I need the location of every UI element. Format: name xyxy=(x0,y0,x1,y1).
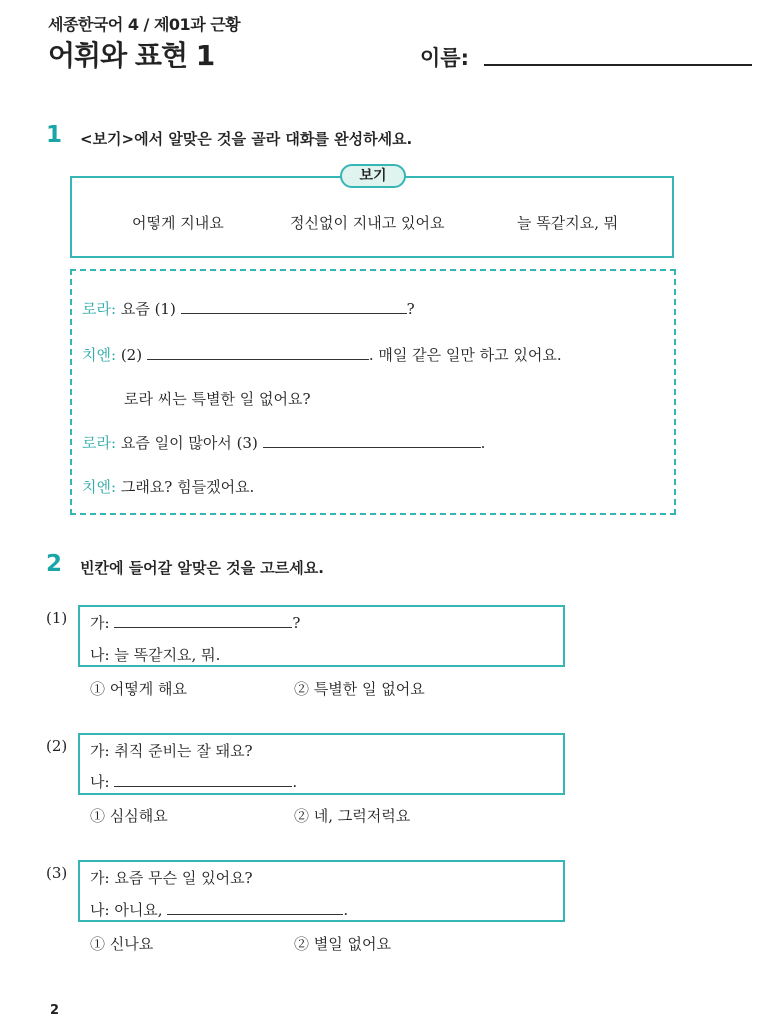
name-blank[interactable] xyxy=(484,64,752,66)
bogi-option-1: 어떻게 지내요 xyxy=(132,214,224,232)
series-title: 세종한국어 4 / 제01과 근황 xyxy=(48,15,241,34)
speaker-label: 치엔: xyxy=(82,346,117,364)
problem-1-number: (1) xyxy=(46,609,68,627)
dialog-text: . xyxy=(480,434,486,452)
dialog-text: ? xyxy=(292,614,301,632)
dialog-text: 늘 똑같지요, 뭐. xyxy=(114,646,221,664)
problem-1-option-2[interactable]: ② 특별한 일 없어요 xyxy=(294,680,425,698)
problem-3-blank[interactable] xyxy=(167,902,343,915)
q2-number: 2 xyxy=(46,551,63,577)
problem-3-line-1 xyxy=(90,867,253,888)
speaker-label: 나: xyxy=(90,901,110,919)
speaker-label: 나: xyxy=(90,646,110,664)
speaker-label: 가: xyxy=(90,742,110,760)
problem-3-line-2 xyxy=(90,899,348,920)
dialog-line-1 xyxy=(82,298,415,319)
dialog-line-2 xyxy=(82,344,562,365)
dialog-text: 그래요? 힘들겠어요. xyxy=(120,478,255,496)
problem-3-option-2[interactable]: ② 별일 없어요 xyxy=(294,935,391,953)
speaker-label: 가: xyxy=(90,869,110,887)
answer-blank-2[interactable] xyxy=(147,347,369,360)
answer-blank-1[interactable] xyxy=(181,301,407,314)
q1-instruction: <보기>에서 알맞은 것을 골라 대화를 완성하세요. xyxy=(80,130,413,148)
dialog-line-4 xyxy=(82,432,485,453)
speaker-label: 로라: xyxy=(82,434,117,452)
q2-instruction: 빈칸에 들어갈 알맞은 것을 고르세요. xyxy=(80,559,324,577)
speaker-label: 치엔: xyxy=(82,478,117,496)
dialog-text: . xyxy=(343,901,349,919)
dialog-text: (2) xyxy=(120,346,143,364)
problem-3-number: (3) xyxy=(46,864,68,882)
dialog-text: 취직 준비는 잘 돼요? xyxy=(114,742,253,760)
dialog-text: 요즘 (1) xyxy=(120,300,176,318)
bogi-option-2: 정신없이 지내고 있어요 xyxy=(290,214,445,232)
q1-number: 1 xyxy=(46,122,63,148)
bogi-label: 보기 xyxy=(340,164,406,188)
dialog-text: . 매일 같은 일만 하고 있어요. xyxy=(368,346,562,364)
bogi-option-3: 늘 똑같지요, 뭐 xyxy=(517,214,619,232)
dialog-line-3: 로라 씨는 특별한 일 없어요? xyxy=(124,390,311,408)
problem-2-line-2 xyxy=(90,771,297,792)
dialog-text: 요즘 무슨 일 있어요? xyxy=(114,869,253,887)
speaker-label: 가: xyxy=(90,614,110,632)
dialog-text: . xyxy=(292,773,298,791)
dialog-text: 요즘 일이 많아서 (3) xyxy=(120,434,258,452)
problem-2-option-1[interactable]: ① 심심해요 xyxy=(90,807,168,825)
page-number: 2 xyxy=(50,1003,60,1018)
problem-1-line-2 xyxy=(90,644,220,665)
dialog-text: 아니요, xyxy=(114,901,163,919)
problem-1-line-1 xyxy=(90,612,300,633)
problem-2-number: (2) xyxy=(46,737,68,755)
problem-1-blank[interactable] xyxy=(114,615,292,628)
dialog-text: ? xyxy=(406,300,415,318)
name-label: 이름: xyxy=(420,46,469,70)
problem-2-line-1 xyxy=(90,740,253,761)
problem-3-option-1[interactable]: ① 신나요 xyxy=(90,935,154,953)
answer-blank-3[interactable] xyxy=(263,435,481,448)
dialog-line-5 xyxy=(82,476,254,497)
speaker-label: 나: xyxy=(90,773,110,791)
page-title: 어휘와 표현 1 xyxy=(48,39,215,72)
problem-2-blank[interactable] xyxy=(114,774,292,787)
problem-2-option-2[interactable]: ② 네, 그럭저럭요 xyxy=(294,807,411,825)
speaker-label: 로라: xyxy=(82,300,117,318)
problem-1-option-1[interactable]: ① 어떻게 해요 xyxy=(90,680,187,698)
